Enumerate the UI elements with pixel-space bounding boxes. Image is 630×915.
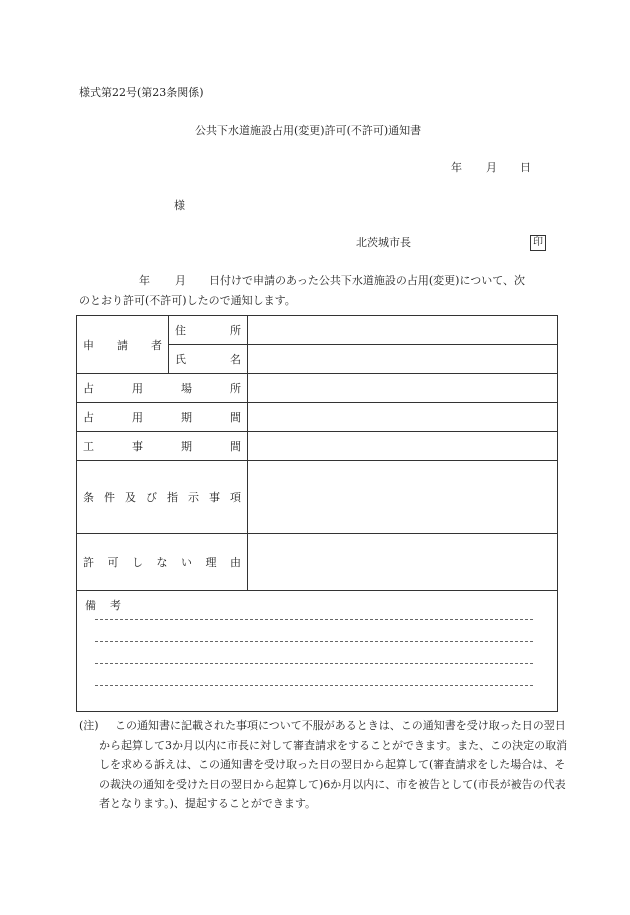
date-year: 年: [451, 161, 462, 174]
date-month: 月: [486, 161, 497, 174]
name-field[interactable]: [248, 345, 558, 374]
occupancy-place-label: 占 用 場 所: [77, 374, 248, 403]
occupancy-period-label: 占 用 期 間: [77, 403, 248, 432]
remarks-line: [95, 642, 533, 664]
notice-section: [79, 716, 569, 814]
note-text: この通知書に記載された事項について不服があるときは、この通知書を受け取った日の翌日から起算して3か月以内に市長に対して審査請求をすることができます。また、この決定の取消しを求める訴えは、この通知書を受け取った日の翌日から起算して(審査請求をした場合は、その裁決の通知を受けた日の翌日から起算して)6か月以内に、市を被告として(市長が被告の代表者となります。)、提起することができます。: [99, 719, 568, 810]
occupancy-period-field[interactable]: [248, 403, 558, 432]
intro-month: 月: [175, 274, 186, 287]
date-day: 日: [520, 161, 531, 174]
remarks-line: [95, 620, 533, 642]
seal-mark: 印: [530, 235, 546, 251]
intro-line-1: [79, 271, 559, 291]
address-field[interactable]: [248, 316, 558, 345]
remarks-cell[interactable]: [77, 591, 558, 712]
conditions-label: 条 件 及 び 指 示 事 項: [77, 461, 248, 534]
occupancy-place-field[interactable]: [248, 374, 558, 403]
name-label: 氏 名: [169, 345, 248, 374]
intro-paragraph: [79, 271, 559, 310]
applicant-label: 申 請 者: [77, 316, 169, 374]
intro-year: 年: [139, 274, 150, 287]
remarks-label: 備 考: [85, 599, 121, 612]
refusal-reason-label: 許 可 し な い 理 由: [77, 534, 248, 591]
intro-line-2: のとおり許可(不許可)したので通知します。: [79, 293, 296, 307]
addressee-suffix: 様: [174, 199, 185, 212]
document-title: 公共下水道施設占用(変更)許可(不許可)通知書: [195, 124, 422, 137]
address-label: 住 所: [169, 316, 248, 345]
remarks-line: [95, 613, 533, 620]
remarks-line: [95, 664, 533, 686]
issuer-name: 北茨城市長: [356, 236, 411, 249]
form-number: 様式第22号(第23条関係): [79, 86, 204, 99]
construction-period-label: 工 事 期 間: [77, 432, 248, 461]
conditions-field[interactable]: [248, 461, 558, 534]
refusal-reason-field[interactable]: [248, 534, 558, 591]
intro-line1-text: 日付けで申請のあった公共下水道施設の占用(変更)について、次: [209, 274, 526, 287]
note-label: (注): [79, 719, 99, 732]
construction-period-field[interactable]: [248, 432, 558, 461]
permit-form-table: [76, 315, 558, 712]
